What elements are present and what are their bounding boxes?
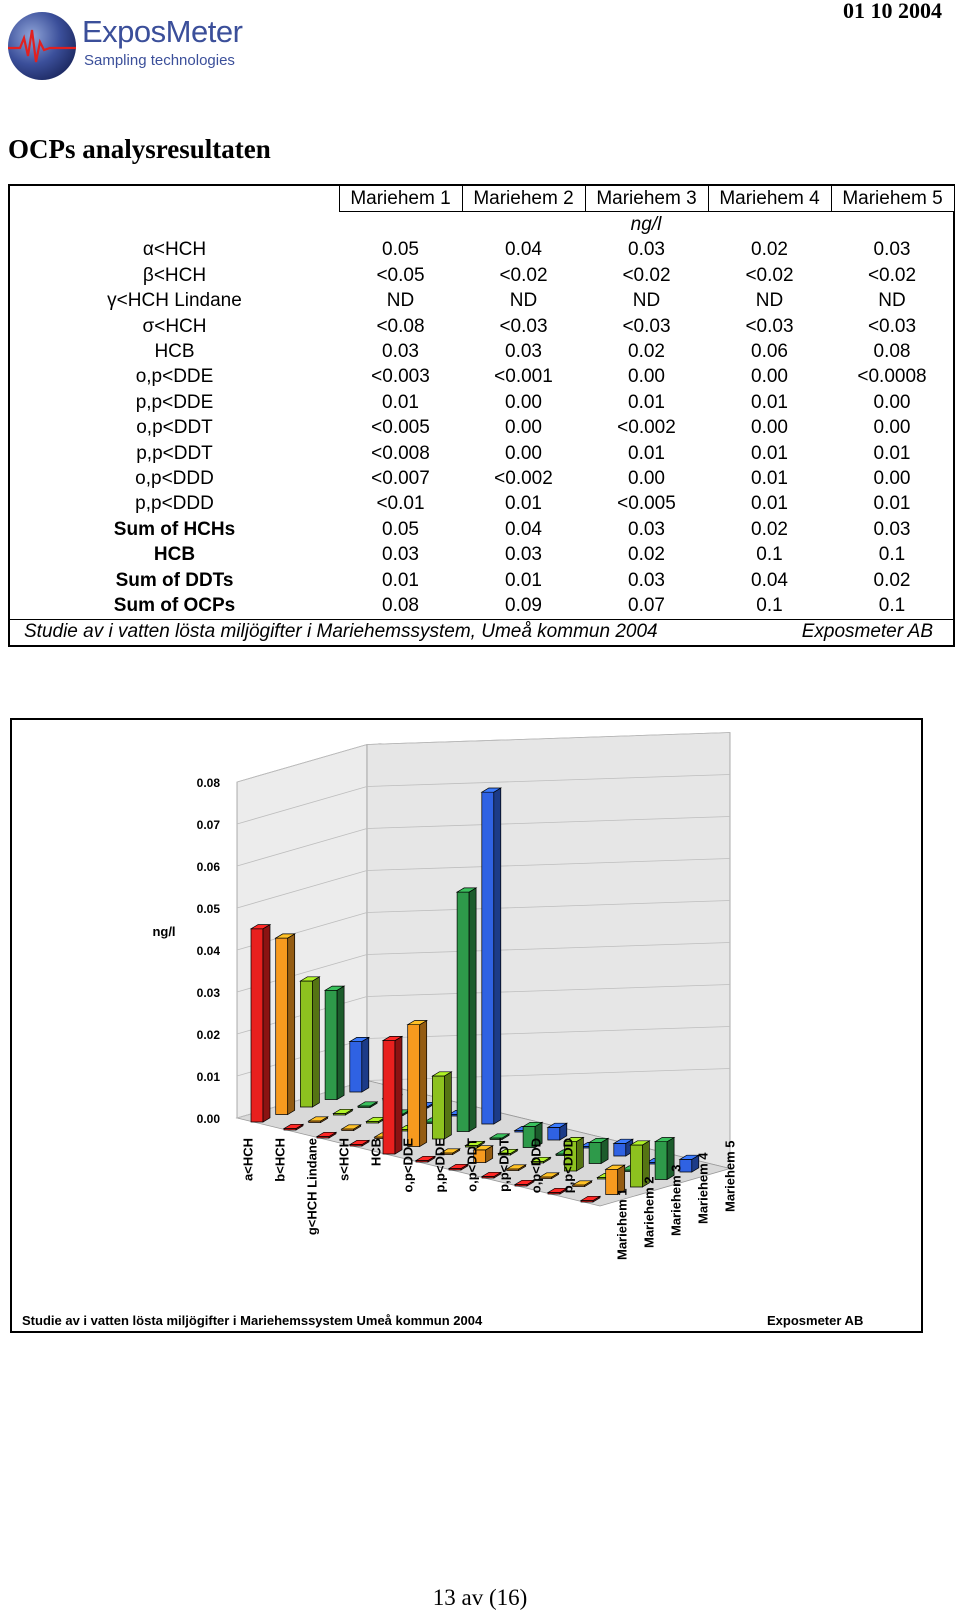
x-tick-label: o,p<DDT (464, 1138, 480, 1192)
table-cell: <0.08 (376, 315, 425, 337)
table-cell: 0.00 (628, 467, 665, 489)
table-cell: 0.01 (751, 493, 788, 515)
table-cell: <0.02 (745, 264, 794, 286)
row-label: β<HCH (9, 263, 339, 288)
table-row (9, 492, 954, 517)
table-cell: 0.02 (628, 544, 665, 566)
table-cell: 0.01 (831, 492, 954, 517)
table-cell: 0.02 (751, 518, 788, 540)
table-header-row (9, 185, 954, 212)
table-row (9, 441, 954, 466)
table-cell: <0.02 (499, 264, 548, 286)
results-table (8, 184, 955, 647)
chart-container (10, 718, 923, 1333)
table-footer-left: Studie av i vatten lösta miljögifter i Mariehemssystem, Umeå kommun 2004 (24, 621, 658, 643)
table-row (9, 289, 954, 314)
bar (432, 1072, 451, 1139)
y-tick-label: 0.04 (196, 944, 220, 958)
bar (482, 788, 501, 1124)
bar (548, 1123, 567, 1140)
table-footer-row (9, 619, 954, 646)
x-tick-label: o,p<DDE (400, 1138, 416, 1193)
row-label: γ<HCH Lindane (9, 289, 339, 314)
y-tick-label: 0.00 (196, 1112, 220, 1126)
table-cell: 0.03 (382, 341, 419, 363)
table-cell: 0.00 (751, 366, 788, 388)
x-tick-label: a<HCH (240, 1138, 256, 1181)
table-cell: <0.005 (371, 417, 430, 439)
table-row (9, 517, 954, 542)
table-cell: <0.05 (376, 264, 425, 286)
table-cell: 0.03 (505, 544, 542, 566)
table-cell: 0.03 (505, 341, 542, 363)
header-blank-cell (9, 185, 339, 212)
column-header: Mariehem 4 (708, 185, 831, 212)
table-cell: 0.08 (831, 339, 954, 364)
table-cell: 0.00 (628, 366, 665, 388)
row-label: p,p<DDE (9, 390, 339, 415)
table-cell: 0.01 (628, 391, 665, 413)
table-row (9, 416, 954, 441)
x-tick-label: p,p<DDD (560, 1138, 576, 1194)
y-tick-label: 0.06 (196, 860, 220, 874)
bar (300, 977, 319, 1107)
x-tick-label: HCB (368, 1138, 384, 1167)
series-label: Mariehem 1 (614, 1188, 630, 1260)
bar (457, 888, 476, 1132)
row-label: Sum of DDTs (9, 568, 339, 593)
row-label: o,p<DDD (9, 466, 339, 491)
table-row (9, 339, 954, 364)
table-row (9, 314, 954, 339)
table-cell: 0.1 (831, 593, 954, 619)
table-cell: 0.01 (751, 442, 788, 464)
unit-cell: ng/l (339, 212, 954, 238)
row-label: Sum of OCPs (9, 593, 339, 619)
logo-name: ExposMeter (82, 14, 243, 49)
table-cell: 0.00 (505, 417, 542, 439)
row-label: Sum of HCHs (9, 517, 339, 542)
table-cell: <0.008 (371, 442, 430, 464)
unit-row (9, 212, 954, 238)
table-cell: 0.01 (382, 391, 419, 413)
bar (589, 1138, 608, 1163)
series-label: Mariehem 2 (641, 1176, 657, 1248)
table-cell: 0.06 (751, 341, 788, 363)
row-label: HCB (9, 542, 339, 567)
table-row (9, 542, 954, 567)
table-cell: <0.01 (376, 493, 425, 515)
x-tick-label: p,p<DDE (432, 1138, 448, 1193)
table-row (9, 593, 954, 619)
table-cell: 0.03 (628, 518, 665, 540)
y-axis-label: ng/l (152, 924, 176, 939)
table-cell: <0.001 (494, 366, 553, 388)
y-tick-label: 0.08 (196, 776, 220, 790)
bar (325, 986, 344, 1099)
table-cell: 0.01 (505, 493, 542, 515)
table-cell: <0.003 (371, 366, 430, 388)
table-cell: 0.05 (382, 239, 419, 261)
table-cell: 0.03 (831, 238, 954, 263)
table-cell: ND (831, 289, 954, 314)
table-cell: 0.01 (831, 441, 954, 466)
table-cell: <0.03 (745, 315, 794, 337)
table-cell: ND (755, 290, 784, 312)
table-cell: 0.03 (628, 239, 665, 261)
bar (408, 1021, 427, 1147)
y-tick-label: 0.02 (196, 1028, 220, 1042)
table-footer-right: Exposmeter AB (801, 621, 933, 643)
table-cell: <0.03 (499, 315, 548, 337)
row-label: p,p<DDD (9, 492, 339, 517)
table-cell: ND (386, 290, 415, 312)
table-cell: <0.002 (494, 467, 553, 489)
series-label: Mariehem 5 (722, 1140, 738, 1212)
table-cell: 0.02 (751, 239, 788, 261)
x-tick-label: p,p<DDT (496, 1138, 512, 1192)
table-cell: 0.02 (831, 568, 954, 593)
table-cell: 0.01 (751, 391, 788, 413)
table-row (9, 238, 954, 263)
table-cell: 0.01 (505, 569, 542, 591)
table-cell: 0.04 (505, 239, 542, 261)
bar (614, 1139, 633, 1156)
row-label: α<HCH (9, 238, 339, 263)
bar (350, 1037, 369, 1092)
y-tick-label: 0.01 (196, 1070, 220, 1084)
table-cell: 0.04 (751, 569, 788, 591)
table-cell: <0.0008 (831, 365, 954, 390)
table-cell: 0.1 (756, 544, 783, 566)
table-row (9, 365, 954, 390)
row-label: o,p<DDT (9, 416, 339, 441)
x-tick-label: g<HCH Lindane (304, 1138, 320, 1236)
table-row (9, 466, 954, 491)
column-header: Mariehem 2 (462, 185, 585, 212)
x-tick-label: o,p<DDD (528, 1138, 544, 1194)
table-cell: 0.08 (382, 594, 419, 616)
table-cell: 0.02 (628, 341, 665, 363)
table-cell: 0.00 (505, 442, 542, 464)
bar (383, 1036, 402, 1154)
chart-footer-left: Studie av i vatten lösta miljögifter i Mariehemssystem Umeå kommun 2004 (22, 1313, 483, 1328)
table-cell: 0.1 (756, 594, 783, 616)
page-number: 13 av (16) (432, 1585, 528, 1610)
table-cell: 0.04 (505, 518, 542, 540)
bar-chart-3d (12, 720, 921, 1331)
table-cell: <0.03 (831, 314, 954, 339)
table-row (9, 263, 954, 288)
table-cell: 0.00 (505, 391, 542, 413)
table-cell: <0.02 (622, 264, 671, 286)
series-label: Mariehem 4 (695, 1152, 711, 1224)
table-cell: 0.00 (751, 417, 788, 439)
company-logo (6, 8, 246, 82)
x-tick-label: b<HCH (272, 1138, 288, 1182)
table-cell: 0.03 (382, 544, 419, 566)
table-cell: 0.01 (751, 467, 788, 489)
table-cell: ND (632, 290, 661, 312)
table-row (9, 568, 954, 593)
logo-globe-icon (6, 8, 82, 82)
table-cell: 0.00 (831, 390, 954, 415)
table-cell: ND (509, 290, 538, 312)
chart-footer-right: Exposmeter AB (767, 1313, 864, 1328)
unit-blank-cell (9, 212, 339, 238)
row-label: p,p<DDT (9, 441, 339, 466)
table-cell: 0.01 (628, 442, 665, 464)
table-cell: 0.07 (628, 594, 665, 616)
bar (276, 934, 295, 1115)
table-cell: <0.002 (617, 417, 676, 439)
column-header: Mariehem 1 (339, 185, 462, 212)
bar (251, 925, 270, 1122)
table-cell: <0.02 (831, 263, 954, 288)
table-cell: <0.03 (622, 315, 671, 337)
x-tick-label: s<HCH (336, 1138, 352, 1181)
series-label: Mariehem 3 (668, 1164, 684, 1236)
row-label: o,p<DDE (9, 365, 339, 390)
column-header: Mariehem 3 (585, 185, 708, 212)
table-cell: 0.09 (505, 594, 542, 616)
table-cell: 0.01 (382, 569, 419, 591)
page-title: OCPs analysresultaten (8, 134, 271, 164)
row-label: σ<HCH (9, 314, 339, 339)
table-cell: 0.1 (831, 542, 954, 567)
document-date: 01 10 2004 (843, 0, 942, 23)
table-footer-cell (9, 619, 954, 646)
logo-tagline: Sampling technologies (84, 52, 235, 69)
table-cell: 0.00 (831, 466, 954, 491)
y-tick-label: 0.03 (196, 986, 220, 1000)
table-cell: 0.03 (628, 569, 665, 591)
y-tick-label: 0.05 (196, 902, 220, 916)
column-header: Mariehem 5 (831, 185, 954, 212)
table-cell: 0.03 (831, 517, 954, 542)
table-cell: <0.007 (371, 467, 430, 489)
table-cell: <0.005 (617, 493, 676, 515)
table-row (9, 390, 954, 415)
table-cell: 0.00 (831, 416, 954, 441)
row-label: HCB (9, 339, 339, 364)
table-cell: 0.05 (382, 518, 419, 540)
y-tick-label: 0.07 (196, 818, 220, 832)
